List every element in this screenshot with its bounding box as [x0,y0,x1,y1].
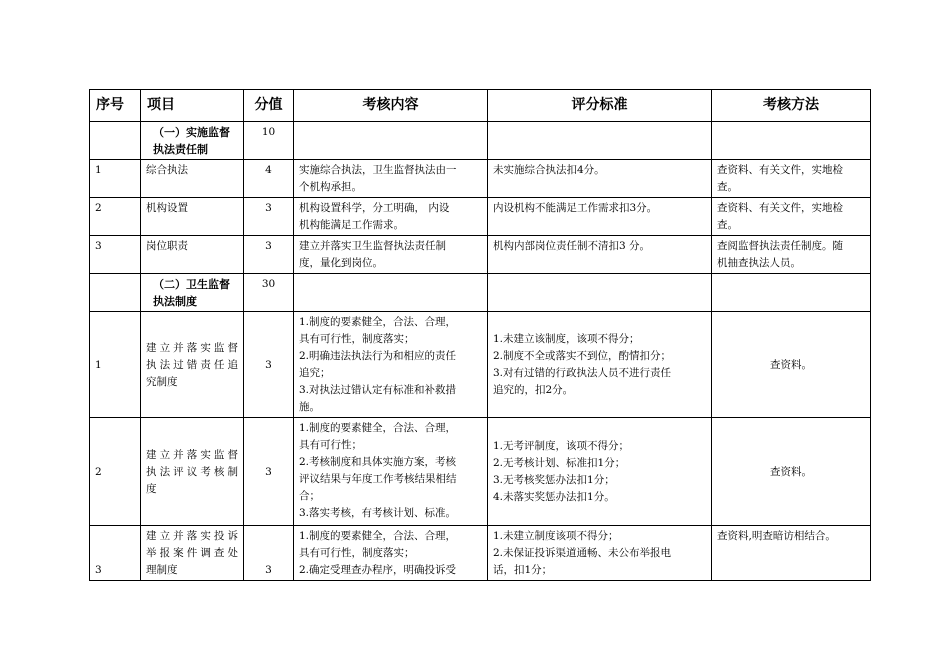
table-row [90,236,871,274]
score-cell: 3 [244,418,294,526]
standard-cell [488,274,712,312]
header-score: 分值 [244,90,294,122]
seq-cell: 3 [90,236,141,274]
method-cell [712,274,871,312]
standard-cell: 机构内部岗位责任制不清扣3 分。 [488,236,712,274]
content-cell [294,122,488,160]
content-cell: 机构设置科学，分工明确， 内设 机构能满足工作需求。 [294,198,488,236]
standard-cell [488,122,712,160]
standard-cell: 1.无考评制度，该项不得分； 2.无考核计划、标准扣1分； 3.无考核奖惩办法扣1分； 4.未落实奖惩办法扣1分。 [488,418,712,526]
seq-cell [90,274,141,312]
score-cell: 4 [244,160,294,198]
content-cell: 1.制度的要素健全，合法、合理， 具有可行性，制度落实； 2.明确违法执法行为和相应的责任 追究； 3.对执法过错认定有标准和补救措 施。 [294,312,488,418]
table-row [90,122,871,160]
item-cell: 建立并落实投诉 举报案件调查处 理制度 [141,526,244,581]
header-content: 考核内容 [294,90,488,122]
standard-cell: 1.未建立该制度，该项不得分； 2.制度不全或落实不到位，酌情扣分； 3.对有过错的行政执法人员不进行责任 追究的，扣2分。 [488,312,712,418]
standard-cell: 未实施综合执法扣4分。 [488,160,712,198]
method-cell: 查资料、有关文件，实地检 查。 [712,198,871,236]
header-method: 考核方法 [712,90,871,122]
content-cell: 1.制度的要素健全，合法、合理， 具有可行性，制度落实； 2.确定受理查办程序，明确投诉受 [294,526,488,581]
score-cell: 10 [244,122,294,160]
table-row [90,198,871,236]
header-item: 项目 [141,90,244,122]
header-seq: 序号 [90,90,141,122]
item-cell: 机构设置 [141,198,244,236]
method-cell: 查资料。 [712,312,871,418]
score-cell: 3 [244,526,294,581]
score-cell: 3 [244,312,294,418]
content-cell: 建立并落实卫生监督执法责任制 度，量化到岗位。 [294,236,488,274]
method-cell: 查阅监督执法责任制度。随 机抽查执法人员。 [712,236,871,274]
assessment-table [89,89,871,581]
score-cell: 3 [244,198,294,236]
item-cell: 建立并落实监督 执法评议考核制 度 [141,418,244,526]
table-header-row [90,90,871,122]
section-title: （一）实施监督 执法责任制 [141,122,244,160]
table-row [90,312,871,418]
table-row [90,274,871,312]
score-cell: 3 [244,236,294,274]
item-cell: 综合执法 [141,160,244,198]
standard-cell: 1.未建立制度该项不得分； 2.未保证投诉渠道通畅、未公布举报电 话，扣1分； [488,526,712,581]
item-cell: 岗位职责 [141,236,244,274]
seq-cell: 2 [90,198,141,236]
seq-cell: 1 [90,160,141,198]
content-cell [294,274,488,312]
method-cell: 查资料、有关文件，实地检 查。 [712,160,871,198]
content-cell: 1.制度的要素健全，合法、合理， 具有可行性； 2.考核制度和具体实施方案，考核 评议结果与年度工作考核结果相结 合； 3.落实考核，有考核计划、标准。 [294,418,488,526]
method-cell [712,122,871,160]
score-cell: 30 [244,274,294,312]
standard-cell: 内设机构不能满足工作需求扣3分。 [488,198,712,236]
table-row [90,526,871,581]
item-cell: 建立并落实监督 执法过错责任追 究制度 [141,312,244,418]
method-cell: 查资料。 [712,418,871,526]
seq-cell [90,122,141,160]
table-row [90,418,871,526]
seq-cell: 1 [90,312,141,418]
content-cell: 实施综合执法，卫生监督执法由一 个机构承担。 [294,160,488,198]
method-cell: 查资料,明查暗访相结合。 [712,526,871,581]
seq-cell: 2 [90,418,141,526]
seq-cell: 3 [90,526,141,581]
table-row [90,160,871,198]
header-standard: 评分标准 [488,90,712,122]
section-title: （二）卫生监督 执法制度 [141,274,244,312]
